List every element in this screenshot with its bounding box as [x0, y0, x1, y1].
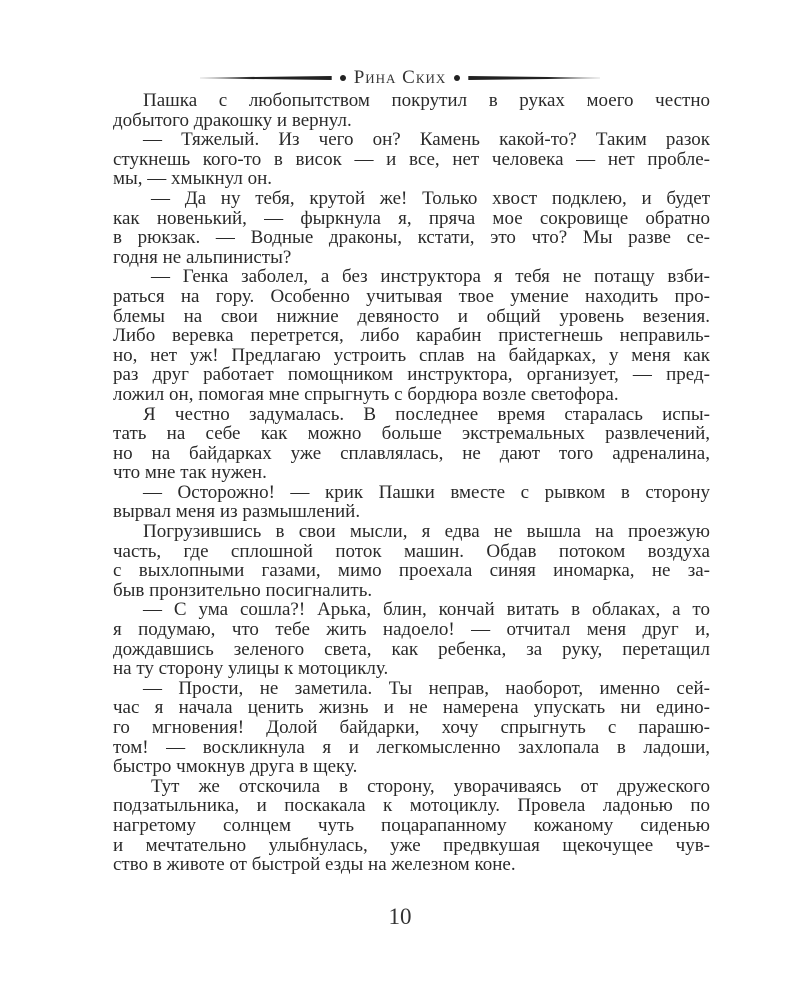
- text-line: блемы на свои нижние девяносто и общий уровень везения.: [113, 305, 710, 327]
- text-line: как новенький, — фыркнула я, пряча мое сокровище обратно: [113, 207, 710, 229]
- text-line: — Осторожно! — крик Пашки вместе с рывком в сторону: [143, 481, 710, 503]
- text-line: быв пронзительно посигналить.: [113, 579, 373, 601]
- text-line: добытого дракошку и вернул.: [113, 109, 352, 131]
- text-line: что мне так нужен.: [113, 462, 267, 484]
- ornament-dot-right: [454, 75, 460, 81]
- text-line: Я честно задумалась. В последнее время старалась испы-: [143, 403, 710, 425]
- text-line: Пашка с любопытством покрутил в руках моего честно: [143, 90, 710, 111]
- text-line: в рюкзак. — Водные драконы, кстати, это что? Мы разве се-: [113, 227, 710, 249]
- ornament-rule-left: [200, 76, 332, 80]
- text-line: но на байдарках уже сплавлялась, не дают того адреналина,: [113, 442, 710, 464]
- paragraph: [113, 483, 710, 522]
- text-line: но, нет уж! Предлагаю устроить сплав на байдарках, у меня как: [113, 344, 710, 366]
- paragraph: [113, 777, 710, 875]
- text-line: и мечтательно улыбнулась, уже предвкушая щекочущее чув-: [113, 834, 710, 856]
- text-line: с выхлопными газами, мимо проехала синяя иномарка, не за-: [113, 560, 710, 582]
- paragraph: [113, 522, 710, 600]
- text-line: ложил он, помогая мне спрыгнуть с бордюра возле светофора.: [113, 383, 619, 405]
- author-name: Рина Ских: [353, 67, 447, 88]
- text-line: — Прости, не заметила. Ты неправ, наоборот, именно сей-: [143, 677, 710, 699]
- text-line: час я начала ценить жизнь и не намерена упускать ни едино-: [113, 697, 710, 719]
- paragraph: [113, 91, 710, 130]
- text-line: на ту сторону улицы к мотоциклу.: [113, 658, 389, 680]
- text-line: нагретому солнцем чуть поцарапанному кожаному сиденью: [113, 814, 710, 836]
- paragraph: [113, 267, 710, 404]
- ornament-rule-right: [468, 76, 600, 80]
- text-line: — С ума сошла?! Арька, блин, кончай витать в облаках, а то: [143, 599, 710, 621]
- text-line: быстро чмокнув друга в щеку.: [113, 756, 358, 778]
- paragraph: [113, 189, 710, 267]
- text-line: мы, — хмыкнул он.: [113, 168, 273, 190]
- text-line: тать на себе как можно больше экстремальных развлечений,: [113, 423, 710, 445]
- text-line: том! — воскликнула я и легкомысленно захлопала в ладоши,: [113, 736, 710, 758]
- text-line: часть, где сплошной поток машин. Обдав потоком воздуха: [113, 540, 710, 562]
- text-line: Тут же отскочила в сторону, уворачиваясь от дружеского: [151, 775, 710, 797]
- paragraph: [113, 405, 710, 483]
- text-line: го мгновения! Долой байдарки, хочу спрыгнуть с парашю-: [113, 717, 710, 738]
- text-line: Либо веревка перетрется, либо карабин пристегнешь неправиль-: [113, 325, 710, 347]
- text-line: стукнешь кого-то в висок — и все, нет человека — нет пробле-: [113, 148, 710, 170]
- paragraph: [113, 130, 710, 189]
- ornament-dot-left: [340, 75, 346, 81]
- running-header: [0, 66, 800, 90]
- text-line: ство в животе от быстрой езды на железном коне.: [113, 854, 516, 876]
- text-line: раз друг работает помощником инструктора, организует, — пред-: [113, 364, 710, 386]
- paragraph: [113, 679, 710, 777]
- body-text: [113, 91, 710, 875]
- text-line: вырвал меня из размышлений.: [113, 501, 361, 523]
- text-line: — Да ну тебя, крутой же! Только хвост подклею, и будет: [151, 187, 710, 209]
- text-line: — Тяжелый. Из чего он? Камень какой-то? Таким разок: [143, 129, 710, 151]
- paragraph: [113, 600, 710, 678]
- text-line: годня не альпинисты?: [113, 246, 292, 268]
- text-line: — Генка заболел, а без инструктора я тебя не потащу взби-: [151, 266, 710, 288]
- text-line: раться на гору. Особенно учитывая твое умение находить про-: [113, 285, 710, 307]
- text-line: дождавшись зеленого света, как ребенка, за руку, перетащил: [113, 638, 710, 660]
- text-line: Погрузившись в свои мысли, я едва не вышла на проезжую: [143, 521, 710, 543]
- text-line: подзатыльника, и поскакала к мотоциклу. Провела ладонью по: [113, 795, 710, 817]
- page-number: 10: [388, 904, 412, 929]
- text-line: я подумаю, что тебе жить надоело! — отчитал меня друг и,: [113, 619, 710, 641]
